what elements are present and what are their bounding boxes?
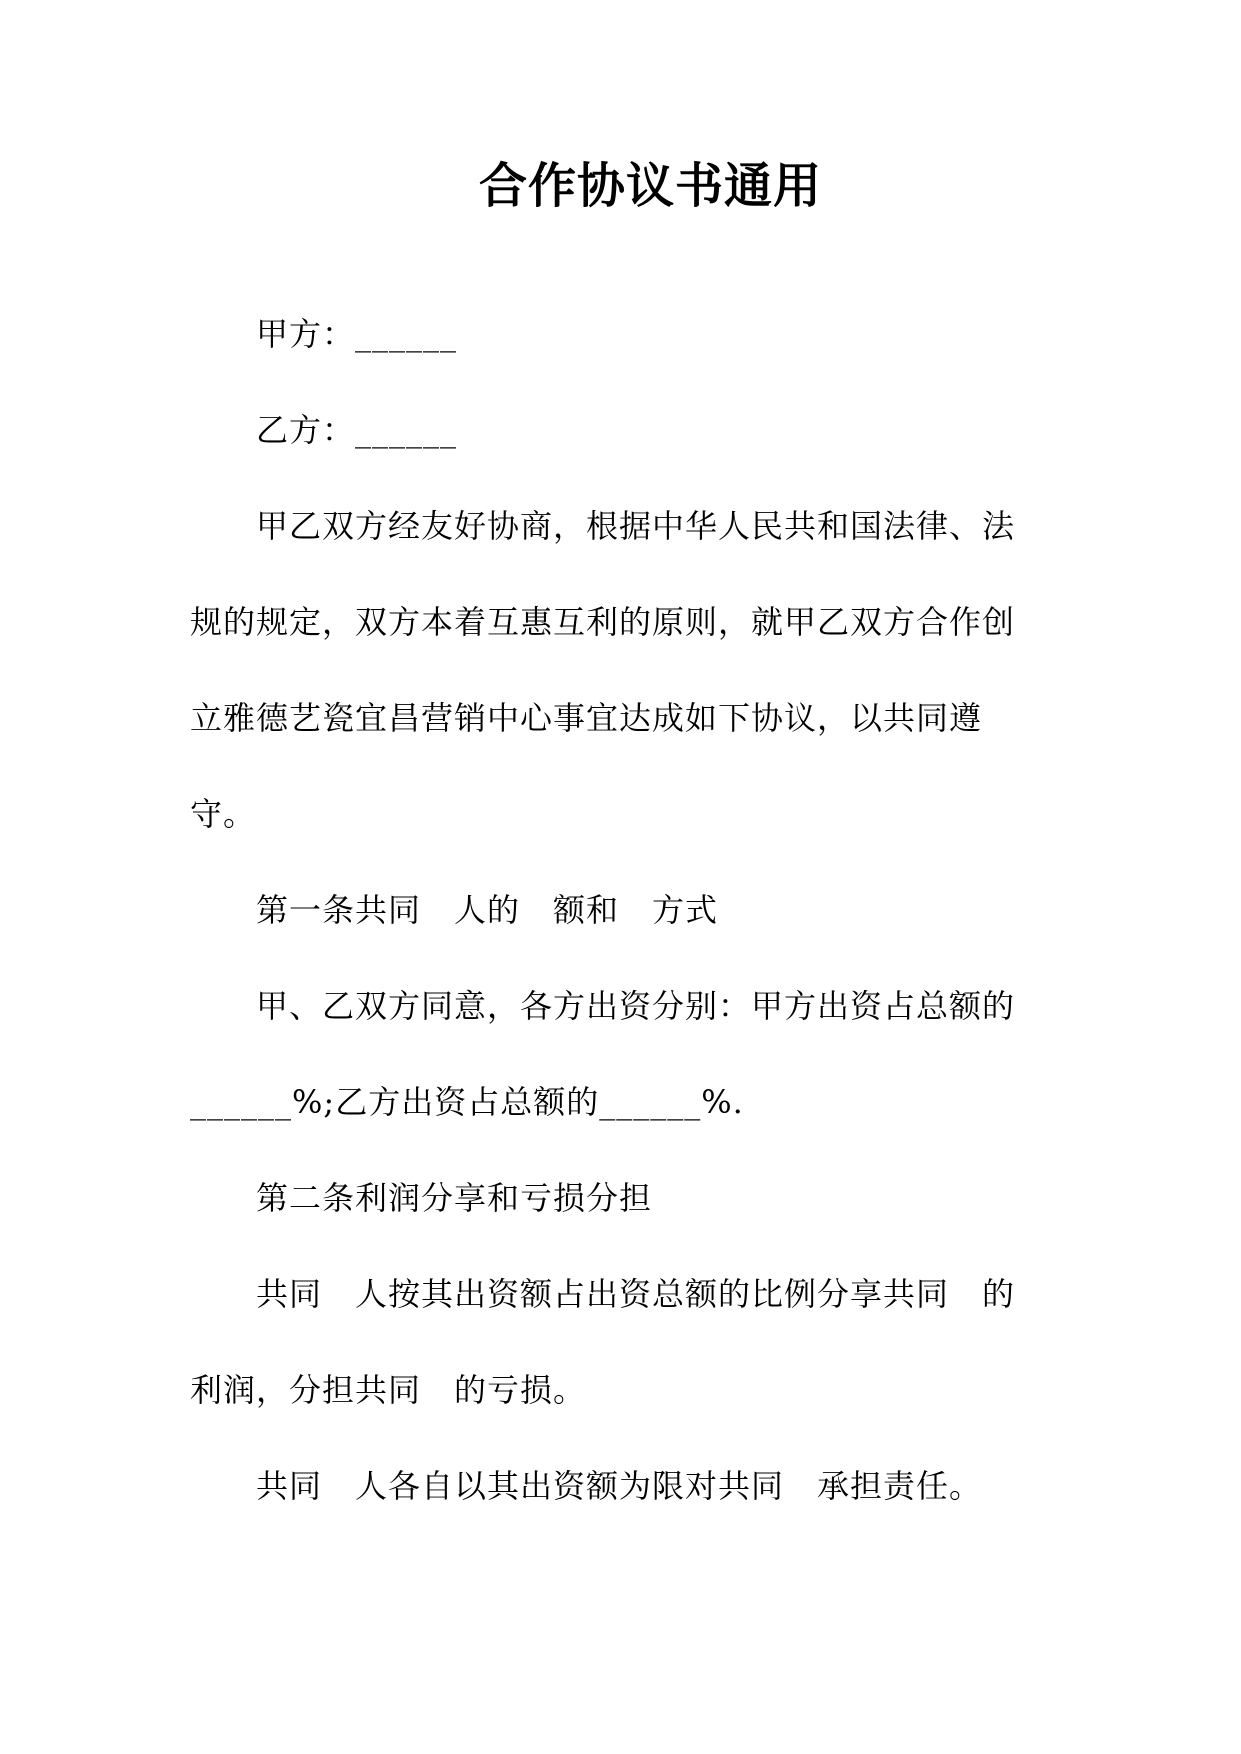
article-1-heading: 第一条共同 人的 额和 方式 <box>256 891 719 929</box>
article-1-paragraph: 甲、乙双方同意，各方出资分别：甲方出资占总额的______%;乙方出资占总额的______%. <box>190 987 1016 1121</box>
party-a-line: 甲方：______ <box>256 315 458 353</box>
article-2-paragraph-2: 共同 人各自以其出资额为限对共同 承担责任。 <box>256 1467 983 1505</box>
article-2-heading: 第二条利润分享和亏损分担 <box>256 1179 653 1217</box>
document-title: 合作协议书通用 <box>478 158 822 214</box>
preamble-paragraph: 甲乙双方经友好协商，根据中华人民共和国法律、法规的规定，双方本着互惠互利的原则，就甲乙双方合作创立雅德艺瓷宜昌营销中心事宜达成如下协议，以共同遵守。 <box>190 507 1016 833</box>
document-body <box>190 286 1030 1534</box>
party-b-line: 乙方：______ <box>256 411 458 449</box>
article-2-paragraph-1: 共同 人按其出资额占出资总额的比例分享共同 的利润，分担共同 的亏损。 <box>190 1275 1016 1409</box>
